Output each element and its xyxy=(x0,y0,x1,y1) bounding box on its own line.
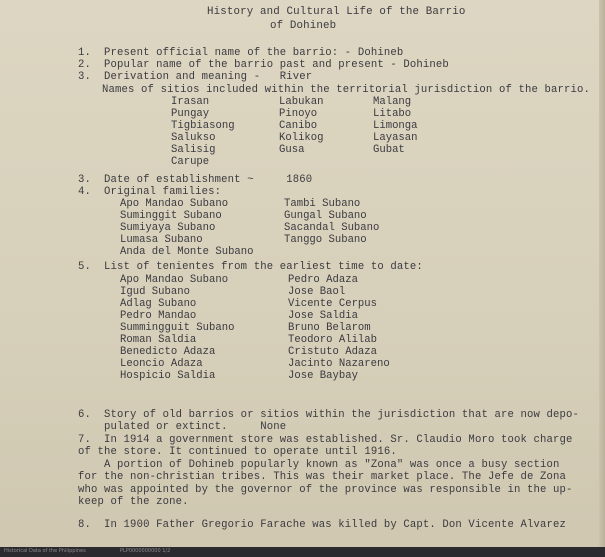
family-name: Gungal Subano xyxy=(284,210,367,222)
zona-paragraph-line-1: A portion of Dohineb popularly known as "Zona" was once a busy section xyxy=(78,459,560,471)
sitio-name: Labukan xyxy=(279,96,324,108)
teniente-name: Jose Saldia xyxy=(288,310,358,322)
family-name: Sacandal Subano xyxy=(284,222,380,234)
item-3-sitios-intro: Names of sitios included within the territorial jurisdiction of the barrio. xyxy=(102,84,591,96)
sitio-name: Tigbiasong xyxy=(171,120,235,132)
doc-title-line-1: History and Cultural Life of the Barrio xyxy=(207,6,466,18)
teniente-name: Jose Baol xyxy=(288,286,346,298)
sitios-list xyxy=(171,96,463,168)
family-name: Tambi Subano xyxy=(284,198,361,210)
item-3-date: 3. Date of establishment ~ 1860 xyxy=(78,174,313,186)
sitio-name xyxy=(279,156,373,168)
sitio-name: Pungay xyxy=(171,108,210,120)
sitio-name: Pinoyo xyxy=(279,108,318,120)
scan-footer-bar xyxy=(0,547,605,557)
sitio-name: Canibo xyxy=(279,120,318,132)
teniente-name: Pedro Mandao xyxy=(120,310,197,322)
sitio-name: Malang xyxy=(373,96,412,108)
teniente-name: Igud Subano xyxy=(120,286,190,298)
sitio-name: Layasan xyxy=(373,132,418,144)
teniente-name: Cristuto Adaza xyxy=(288,346,378,358)
item-1: 1. Present official name of the barrio: - Dohineb xyxy=(78,47,404,59)
sitio-name: Gubat xyxy=(373,144,405,156)
item-2: 2. Popular name of the barrio past and present - Dohineb xyxy=(78,59,449,71)
family-name: Sumiyaya Subano xyxy=(120,222,216,234)
family-name: Suminggit Subano xyxy=(120,210,222,222)
item-4: 4. Original families: xyxy=(78,186,222,198)
item-7-line-1: 7. In 1914 a government store was established. Sr. Claudio Moro took charge xyxy=(78,434,573,446)
page-right-edge xyxy=(599,0,605,557)
sitio-name: Salukso xyxy=(171,132,216,144)
teniente-name: Jose Baybay xyxy=(288,370,358,382)
family-name xyxy=(284,246,424,258)
item-5: 5. List of tenientes from the earliest time to date: xyxy=(78,261,423,273)
teniente-name: Bruno Belarom xyxy=(288,322,371,334)
teniente-name: Leoncio Adaza xyxy=(120,358,203,370)
sitio-name xyxy=(373,156,463,168)
teniente-name: Jacinto Nazareno xyxy=(288,358,390,370)
item-8: 8. In 1900 Father Gregorio Farache was killed by Capt. Don Vicente Alvarez xyxy=(78,519,567,531)
zona-paragraph-line-4: keep of the zone. xyxy=(78,496,189,508)
teniente-name: Summingguit Subano xyxy=(120,322,235,334)
family-name: Tanggo Subano xyxy=(284,234,367,246)
zona-paragraph-line-2: for the non-christian tribes. This was their market place. The Jefe de Zona xyxy=(78,471,567,483)
zona-paragraph-line-3: who was appointed by the governor of the province was responsible in the up- xyxy=(78,484,573,496)
sitio-name: Litabo xyxy=(373,108,412,120)
teniente-name: Roman Saldia xyxy=(120,334,197,346)
sitio-name: Gusa xyxy=(279,144,305,156)
teniente-name: Adlag Subano xyxy=(120,298,197,310)
teniente-name: Benedicto Adaza xyxy=(120,346,216,358)
teniente-name: Teodoro Alilab xyxy=(288,334,378,346)
sitio-name: Limonga xyxy=(373,120,418,132)
teniente-name: Apo Mandao Subano xyxy=(120,274,229,286)
teniente-name: Hospicio Saldia xyxy=(120,370,216,382)
item-6-line-1: 6. Story of old barrios or sitios within the jurisdiction that are now depo- xyxy=(78,409,580,421)
item-3: 3. Derivation and meaning - River xyxy=(78,71,313,83)
item-7-line-2: of the store. It continued to operate until 1916. xyxy=(78,446,397,458)
sitio-name: Salisig xyxy=(171,144,216,156)
families-list xyxy=(120,198,424,258)
tenientes-list xyxy=(120,274,428,382)
footer-collection-label: Historical Data of the Philippines xyxy=(4,548,86,554)
sitio-name: Carupe xyxy=(171,156,210,168)
family-name: Anda del Monte Subano xyxy=(120,246,254,258)
item-6-line-2: pulated or extinct. None xyxy=(78,421,287,433)
sitio-name: Kolikog xyxy=(279,132,324,144)
sitio-name: Irasan xyxy=(171,96,210,108)
doc-title-line-2: of Dohineb xyxy=(270,20,337,32)
family-name: Apo Mandao Subano xyxy=(120,198,229,210)
teniente-name: Pedro Adaza xyxy=(288,274,358,286)
teniente-name: Vicente Cerpus xyxy=(288,298,378,310)
family-name: Lumasa Subano xyxy=(120,234,203,246)
footer-item-id: PLP0000000000 1/2 xyxy=(120,548,171,554)
